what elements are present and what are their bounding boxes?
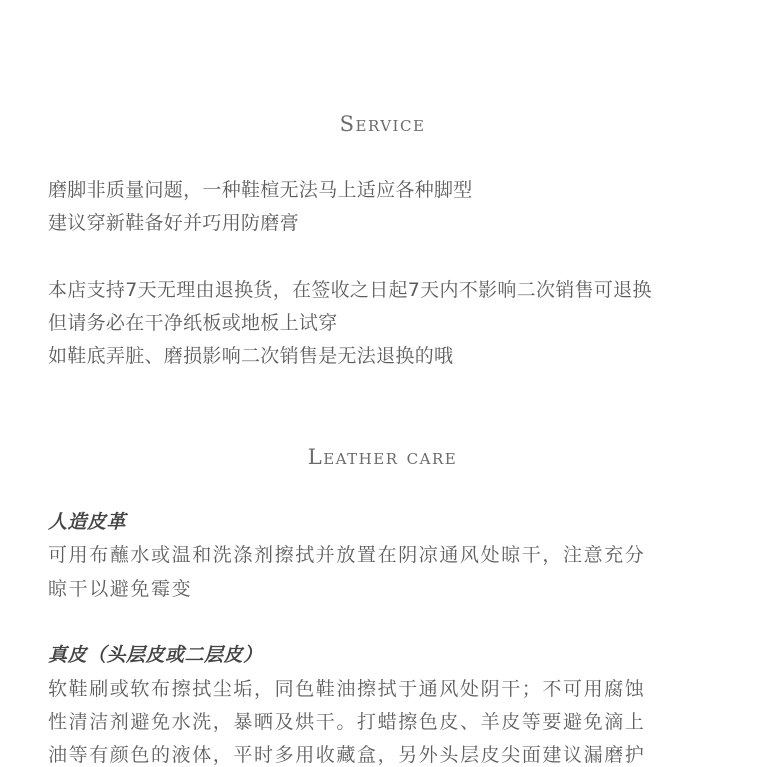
service-para1-line1: 磨脚非质量问题，一种鞋楦无法马上适应各种脚型 bbox=[48, 179, 473, 201]
genuine-leather-line3: 油等有颜色的液体，平时多用收藏盒，另外头层皮尖面建议漏磨护 bbox=[48, 744, 646, 766]
synthetic-leather-title: 人造皮革 bbox=[48, 511, 127, 533]
leather-care-heading: Leather care bbox=[307, 445, 458, 469]
service-para2-line1: 本店支持7天无理由退换货，在签收之日起7天内不影响二次销售可退换 bbox=[48, 279, 652, 301]
genuine-leather-line2: 性清洁剂避免水洗，暴晒及烘干。打蜡擦色皮、羊皮等要避免滴上 bbox=[48, 711, 646, 733]
service-heading: Service bbox=[339, 112, 426, 136]
service-para2-line3: 如鞋底弄脏、磨损影响二次销售是无法退换的哦 bbox=[48, 345, 454, 367]
synthetic-leather-line1: 可用布蘸水或温和洗涤剂擦拭并放置在阴凉通风处晾干，注意充分 bbox=[48, 544, 646, 566]
genuine-leather-line1: 软鞋刷或软布擦拭尘垢，同色鞋油擦拭于通风处阴干；不可用腐蚀 bbox=[48, 678, 646, 700]
genuine-leather-title: 真皮（头层皮或二层皮） bbox=[48, 644, 263, 666]
service-para1-line2: 建议穿新鞋备好并巧用防磨膏 bbox=[48, 212, 299, 234]
service-para2-line2: 但请务必在干净纸板或地板上试穿 bbox=[48, 312, 338, 334]
synthetic-leather-line2: 晾干以避免霉变 bbox=[48, 578, 193, 600]
